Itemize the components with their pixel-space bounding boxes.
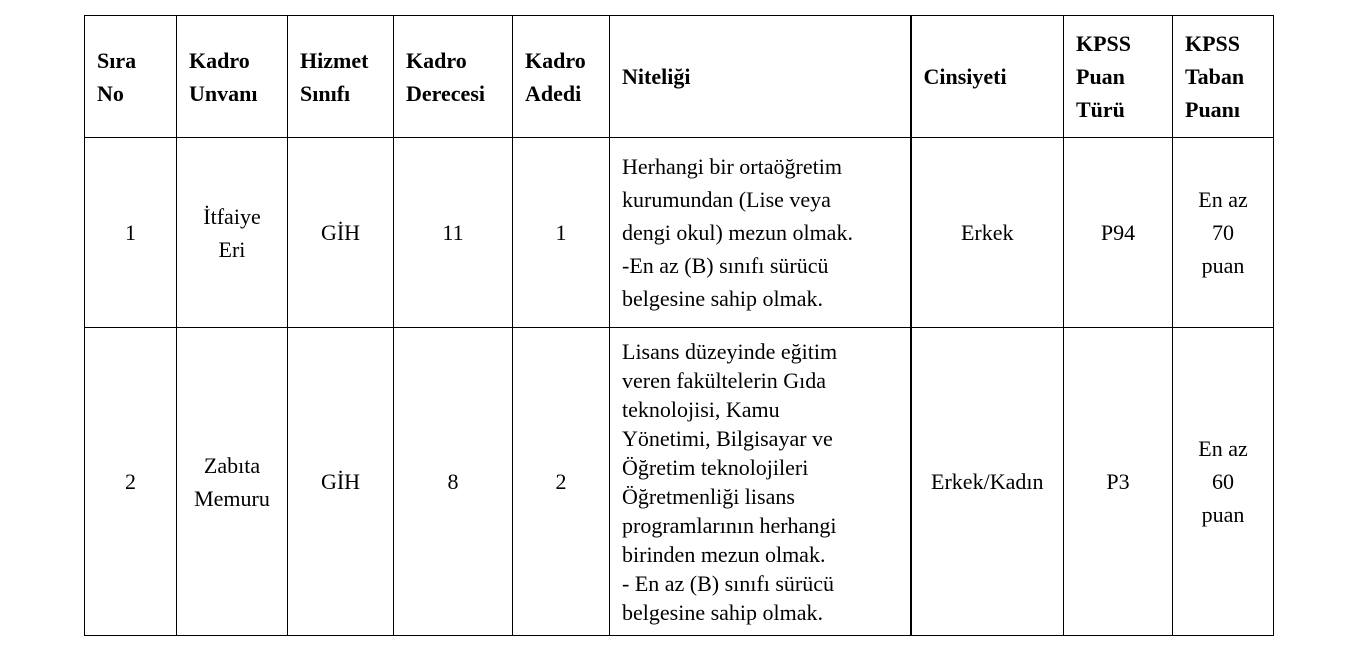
cell-niteligi: Herhangi bir ortaöğretim kurumundan (Lise veya dengi okul) mezun olmak. -En az (B) sınıfı sürücü belgesine sahip olmak. bbox=[610, 138, 911, 328]
cell-kpss-puan-turu: P3 bbox=[1064, 328, 1173, 636]
cell-sira-no: 1 bbox=[85, 138, 177, 328]
header-kpss-taban-puani: KPSS Taban Puanı bbox=[1173, 16, 1274, 138]
table-row bbox=[85, 138, 1274, 328]
cell-hizmet-sinifi: GİH bbox=[288, 138, 394, 328]
cell-kpss-taban-puani: En az 70 puan bbox=[1173, 138, 1274, 328]
header-kpss-puan-turu: KPSS Puan Türü bbox=[1064, 16, 1173, 138]
cell-kpss-taban-puani: En az 60 puan bbox=[1173, 328, 1274, 636]
cell-niteligi: Lisans düzeyinde eğitim veren fakültelerin Gıda teknolojisi, Kamu Yönetimi, Bilgisayar ve Öğretim teknolojileri Öğretmenliği lisans programlarının herhangi birinden mezun olmak. - En az (B) sınıfı sürücü belgesine sahip olmak. bbox=[610, 328, 911, 636]
header-sira-no: Sıra No bbox=[85, 16, 177, 138]
cell-kadro-adedi: 1 bbox=[513, 138, 610, 328]
cell-kadro-unvani: Zabıta Memuru bbox=[177, 328, 288, 636]
kadro-table bbox=[84, 15, 1274, 636]
header-kadro-unvani: Kadro Unvanı bbox=[177, 16, 288, 138]
cell-kpss-puan-turu: P94 bbox=[1064, 138, 1173, 328]
header-row bbox=[85, 16, 1274, 138]
header-niteligi: Niteliği bbox=[610, 16, 911, 138]
header-kadro-adedi: Kadro Adedi bbox=[513, 16, 610, 138]
cell-cinsiyeti: Erkek bbox=[911, 138, 1064, 328]
header-hizmet-sinifi: Hizmet Sınıfı bbox=[288, 16, 394, 138]
cell-kadro-derecesi: 11 bbox=[394, 138, 513, 328]
header-cinsiyeti: Cinsiyeti bbox=[911, 16, 1064, 138]
cell-kadro-unvani: İtfaiye Eri bbox=[177, 138, 288, 328]
cell-kadro-adedi: 2 bbox=[513, 328, 610, 636]
table-row bbox=[85, 328, 1274, 636]
cell-kadro-derecesi: 8 bbox=[394, 328, 513, 636]
cell-cinsiyeti: Erkek/Kadın bbox=[911, 328, 1064, 636]
cell-sira-no: 2 bbox=[85, 328, 177, 636]
cell-hizmet-sinifi: GİH bbox=[288, 328, 394, 636]
header-kadro-derecesi: Kadro Derecesi bbox=[394, 16, 513, 138]
